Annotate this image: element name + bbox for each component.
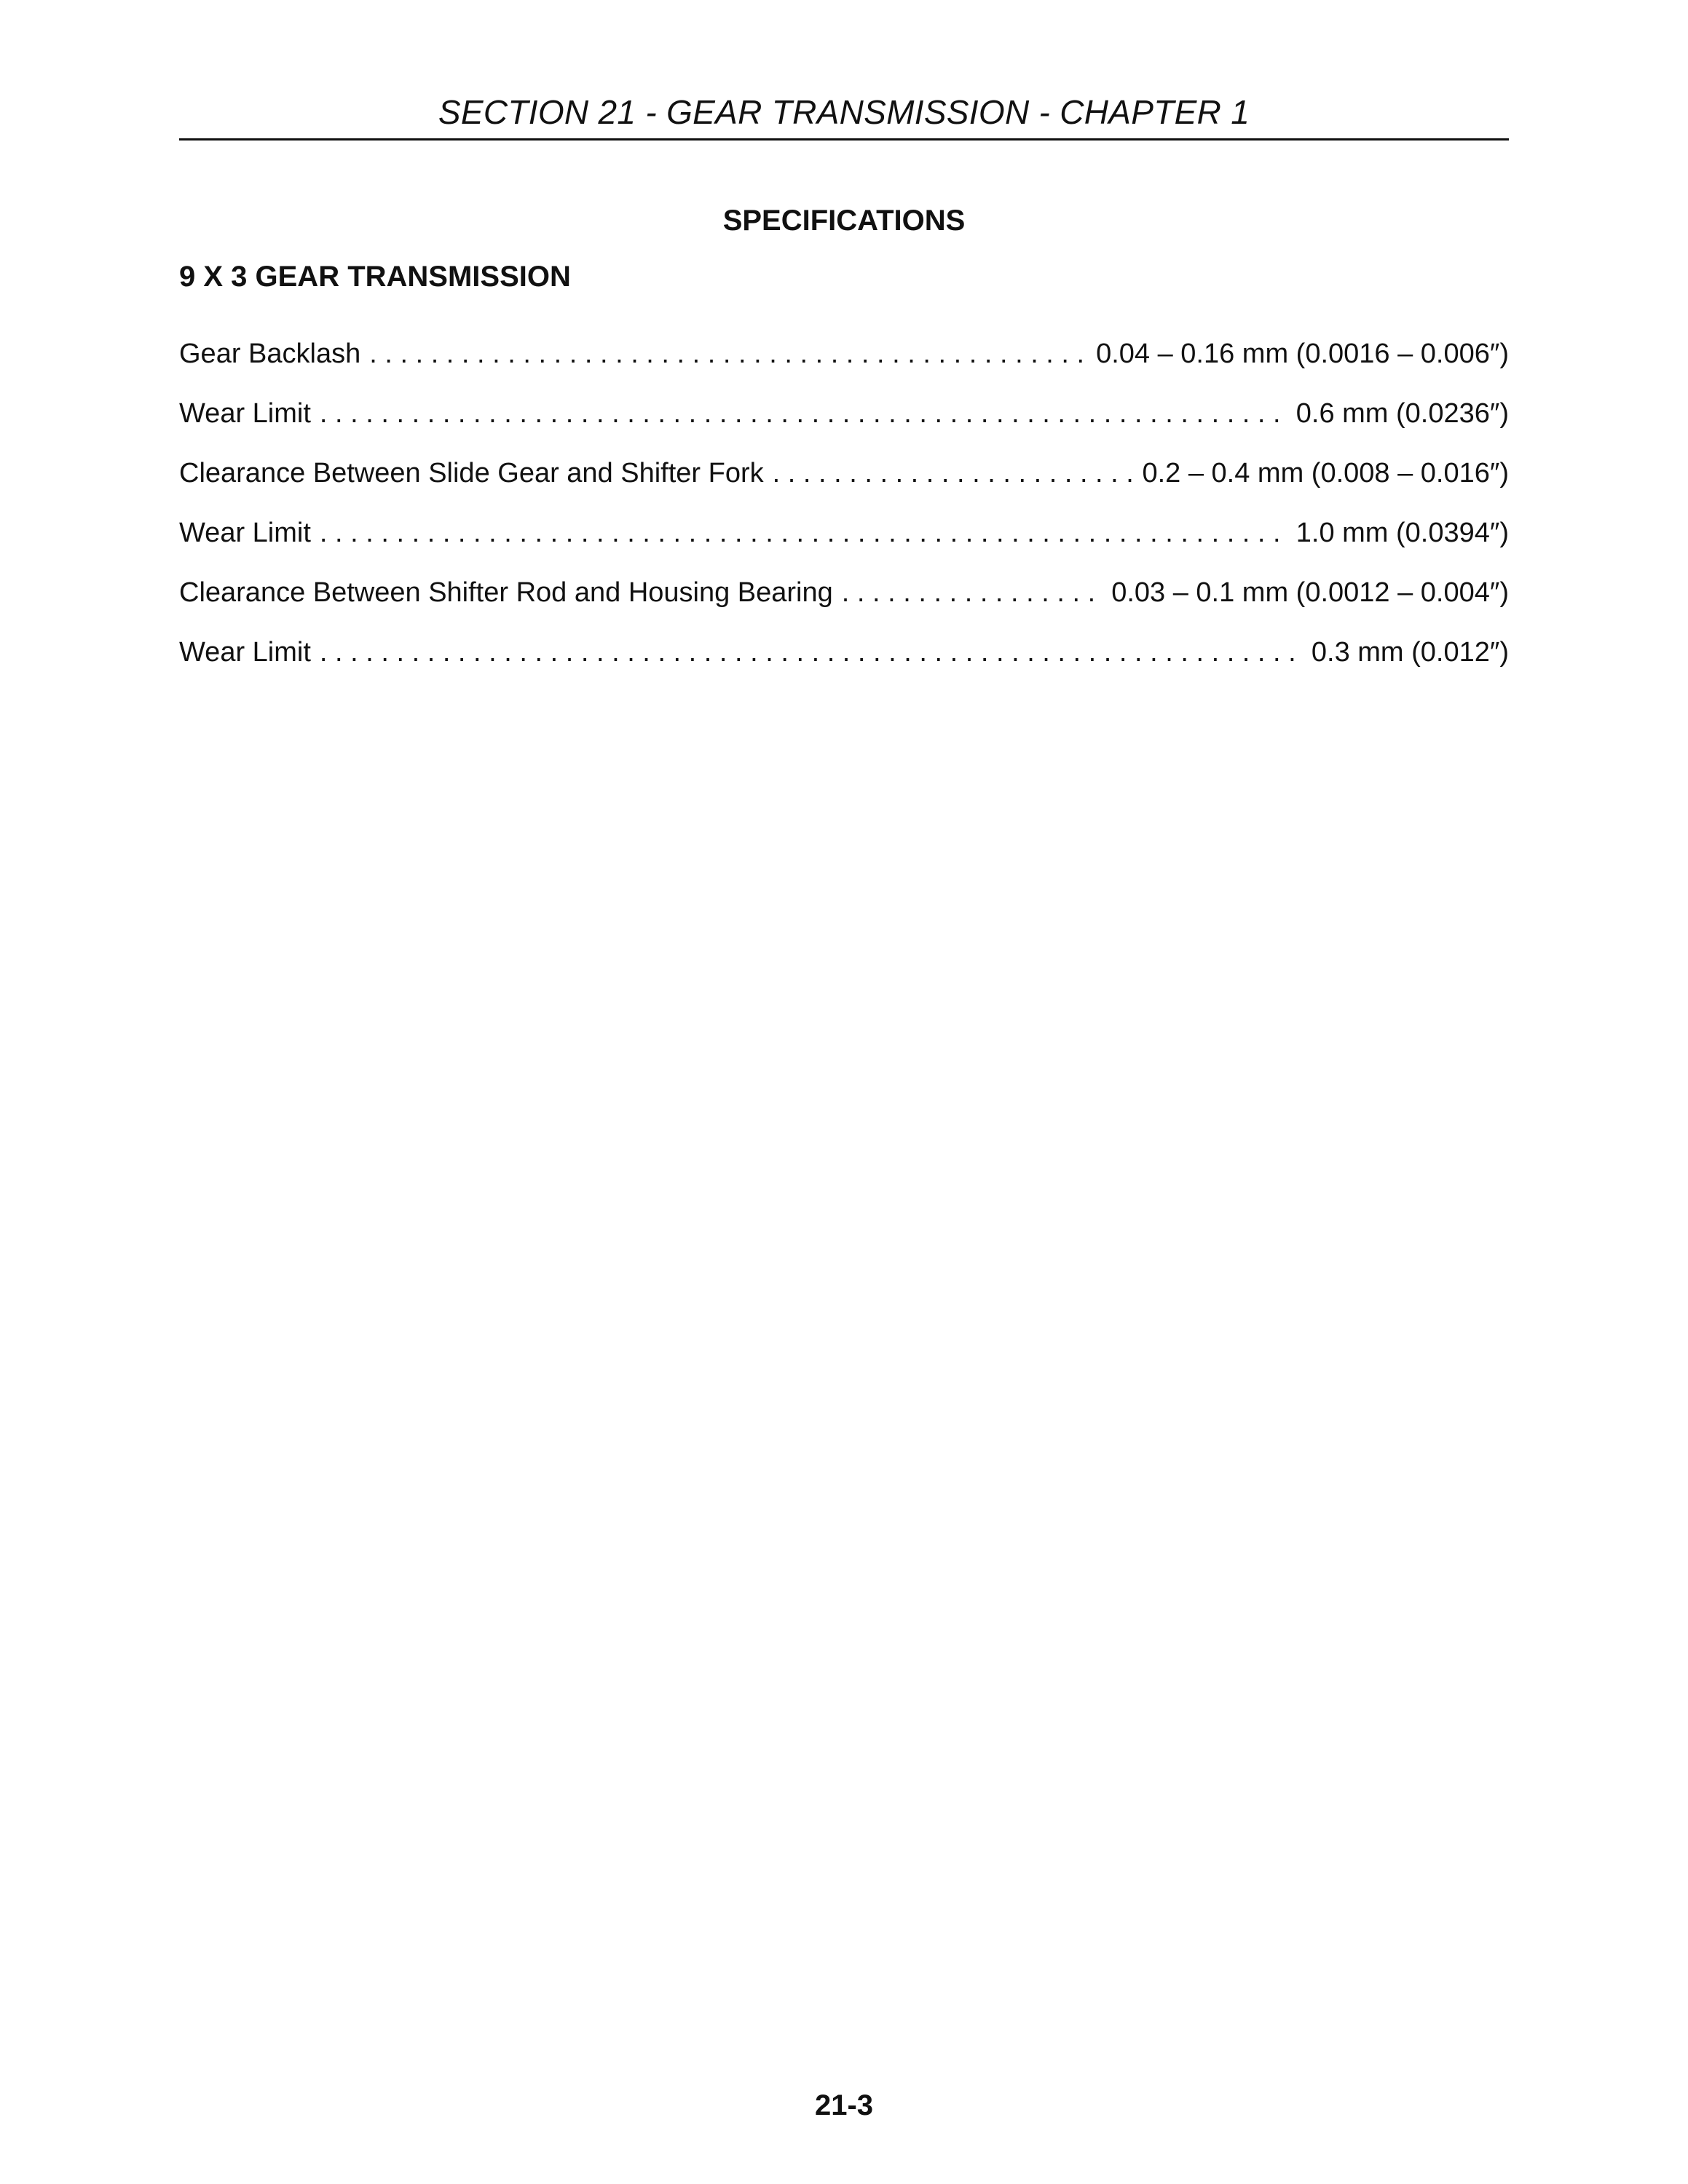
dot-leader <box>369 333 1087 374</box>
spec-value: 0.2 – 0.4 mm (0.008 – 0.016″) <box>1142 458 1509 488</box>
section-title: SPECIFICATIONS <box>722 205 966 237</box>
spec-value: 0.6 mm (0.0236″) <box>1295 398 1509 429</box>
spec-value: 0.04 – 0.16 mm (0.0016 – 0.006″) <box>1096 339 1509 369</box>
spec-row-wear-limit <box>179 513 1509 572</box>
spec-label: Wear Limit <box>179 637 311 668</box>
dot-leader <box>320 513 1287 553</box>
spec-label: Wear Limit <box>179 398 311 429</box>
dot-leader <box>773 453 1134 494</box>
spec-label: Clearance Between Shifter Rod and Housing Bearing <box>179 577 833 608</box>
dot-leader <box>842 572 1103 613</box>
dot-leader <box>320 393 1287 434</box>
spec-value: 0.3 mm (0.012″) <box>1311 637 1509 668</box>
spec-row-wear-limit <box>179 393 1509 453</box>
subsection-title: 9 X 3 GEAR TRANSMISSION <box>179 261 571 293</box>
page-number: 21-3 <box>814 2089 874 2121</box>
spec-label: Gear Backlash <box>179 339 361 369</box>
dot-leader <box>320 632 1303 673</box>
spec-row-wear-limit <box>179 632 1509 692</box>
spec-label: Wear Limit <box>179 518 311 548</box>
page-header-title: SECTION 21 - GEAR TRANSMISSION - CHAPTER 1 <box>438 93 1250 131</box>
spec-row-shifter-rod-housing-bearing <box>179 572 1509 632</box>
spec-label: Clearance Between Slide Gear and Shifter Fork <box>179 458 764 488</box>
spec-list <box>179 333 1509 692</box>
spec-value: 0.03 – 0.1 mm (0.0012 – 0.004″) <box>1111 577 1509 608</box>
spec-row-slide-gear-shifter-fork <box>179 453 1509 513</box>
spec-row-gear-backlash <box>179 333 1509 393</box>
header-rule <box>179 138 1509 141</box>
spec-value: 1.0 mm (0.0394″) <box>1295 518 1509 548</box>
